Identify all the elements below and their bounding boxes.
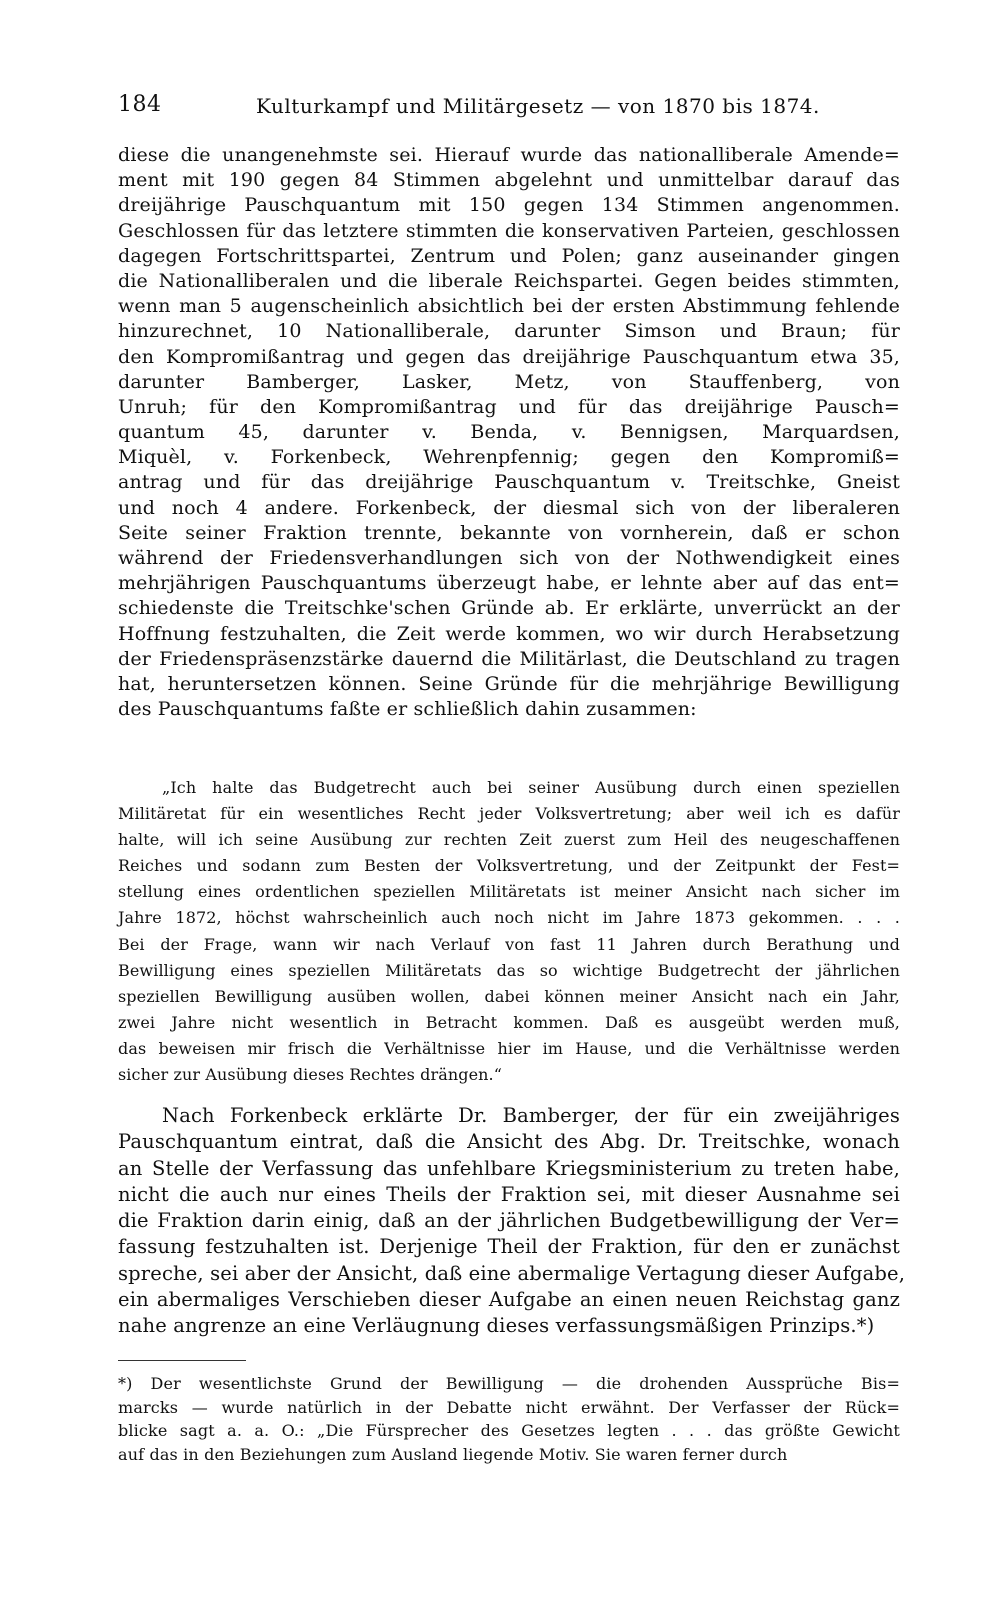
quote-text-line: speziellen Bewilligung ausüben wollen, dabei können meiner Ansicht nach ein Jahr,	[118, 986, 900, 1006]
paragraph-main	[118, 143, 900, 722]
body-text-line: und noch 4 andere. Forkenbeck, der diesmal sich von der liberaleren	[118, 496, 900, 519]
quote-text-line: „Ich halte das Budgetrecht auch bei seiner Ausübung durch einen speziellen	[162, 778, 900, 797]
body-text-line: Hoffnung festzuhalten, die Zeit werde kommen, wo wir durch Herabsetzung	[118, 622, 900, 645]
footnote-rule	[118, 1360, 246, 1361]
body-text-line: spreche, sei aber der Ansicht, daß eine abermalige Vertagung dieser Aufgabe,	[118, 1261, 906, 1285]
body-text-line: fassung festzuhalten ist. Derjenige Theil der Fraktion, für den er zunächst	[118, 1235, 900, 1259]
body-text-line: der Friedenspräsenzstärke dauernd die Militärlast, die Deutschland zu tragen	[118, 647, 900, 670]
body-text-line: Geschlossen für das letztere stimmten die konservativen Parteien, geschlossen	[118, 219, 900, 242]
footnote-text-line: *) Der wesentlichste Grund der Bewilligung — die drohenden Aussprüche Bis=	[118, 1374, 900, 1393]
quote-text-line: Bei der Frage, wann wir nach Verlauf von fast 11 Jahren durch Berathung und	[118, 934, 900, 954]
quote-text-line: halte, will ich seine Ausübung zur rechten Zeit zuerst zum Heil des neugeschaffenen	[118, 830, 900, 850]
body-text-line: die Nationalliberalen und die liberale Reichspartei. Gegen beides stimmten,	[118, 269, 900, 292]
body-text-line: diese die unangenehmste sei. Hierauf wurde das nationalliberale Amende=	[118, 144, 900, 166]
page-number: 184	[118, 92, 162, 117]
body-text-line: dreijährige Pauschquantum mit 150 gegen 134 Stimmen angenommen.	[118, 194, 900, 217]
body-text-line: Miquèl, v. Forkenbeck, Wehrenpfennig; gegen den Kompromiß=	[118, 446, 900, 469]
body-text-line: hat, heruntersetzen können. Seine Gründe für die mehrjährige Bewilligung	[118, 672, 900, 695]
body-text-line: quantum 45, darunter v. Benda, v. Bennigsen, Marquardsen,	[118, 421, 900, 444]
footnote-text-line: marcks — wurde natürlich in der Debatte nicht erwähnt. Der Verfasser der Rück=	[118, 1397, 900, 1417]
body-text-line: Nach Forkenbeck erklärte Dr. Bamberger, der für ein zweijähriges	[162, 1104, 900, 1127]
body-text-line: des Pauschquantums faßte er schließlich dahin zusammen:	[118, 698, 697, 721]
body-text-line: ment mit 190 gegen 84 Stimmen abgelehnt und unmittelbar darauf das	[118, 169, 900, 192]
paragraph-second	[118, 1103, 906, 1340]
body-text-line: hinzurechnet, 10 Nationalliberale, darunter Simson und Braun; für	[118, 320, 900, 343]
body-text-line: darunter Bamberger, Lasker, Metz, von Stauffenberg, von	[118, 370, 900, 393]
quote-text-line: Jahre 1872, höchst wahrscheinlich auch noch nicht im Jahre 1873 gekommen. . . .	[118, 908, 900, 928]
quote-text-line: Reiches und sodann zum Besten der Volksvertretung, und der Zeitpunkt der Fest=	[118, 856, 900, 876]
body-text-line: nahe angrenze an eine Verläugnung dieses verfassungsmäßigen Prinzips.*)	[118, 1314, 875, 1338]
body-text-line: während der Friedensverhandlungen sich von der Nothwendigkeit eines	[118, 547, 900, 569]
footnote-text-line: blicke sagt a. a. O.: „Die Fürsprecher des Gesetzes legten . . . das größte Gewicht	[118, 1421, 900, 1440]
body-text-line: Seite seiner Fraktion trennte, bekannte von vornherein, daß er schon	[118, 521, 900, 544]
body-text-line: Unruh; für den Kompromißantrag und für das dreijährige Pausch=	[118, 395, 900, 418]
body-text-line: Pauschquantum eintrat, daß die Ansicht des Abg. Dr. Treitschke, wonach	[118, 1130, 900, 1154]
body-text-line: wenn man 5 augenscheinlich absichtlich bei der ersten Abstimmung fehlende	[118, 295, 900, 318]
body-text-line: nicht die auch nur eines Theils der Fraktion sei, mit dieser Ausnahme sei	[118, 1182, 900, 1206]
body-text-line: ein abermaliges Verschieben dieser Aufgabe an einen neuen Reichstag ganz	[118, 1288, 900, 1312]
quote-text-line: das beweisen mir frisch die Verhältnisse hier im Hause, und die Verhältnisse werden	[118, 1038, 900, 1058]
quote-text-line: Bewilligung eines speziellen Militäretats das so wichtige Budgetrecht der jährlichen	[118, 960, 900, 980]
body-text-line: den Kompromißantrag und gegen das dreijährige Pauschquantum etwa 35,	[118, 345, 900, 368]
body-text-line: schiedenste die Treitschke'schen Gründe ab. Er erklärte, unverrückt an der	[118, 597, 900, 620]
footnote-text-line: auf das in den Beziehungen zum Ausland liegende Motiv. Sie waren ferner durch	[118, 1444, 788, 1464]
block-quote	[118, 775, 900, 1088]
quote-text-line: stellung eines ordentlichen speziellen Militäretats ist meiner Ansicht nach sicher im	[118, 882, 900, 902]
body-text-line: antrag und für das dreijährige Pauschquantum v. Treitschke, Gneist	[118, 471, 900, 494]
quote-text-line: Militäretat für ein wesentliches Recht jeder Volksvertretung; aber weil ich es dafür	[118, 804, 900, 824]
quote-text-line: sicher zur Ausübung dieses Rechtes drängen.“	[118, 1065, 503, 1085]
footnote	[118, 1372, 900, 1466]
running-title: Kulturkampf und Militärgesetz — von 1870 bis 1874.	[256, 94, 820, 118]
body-text-line: die Fraktion darin einig, daß an der jährlichen Budgetbewilligung der Ver=	[118, 1209, 900, 1233]
body-text-line: dagegen Fortschrittspartei, Zentrum und Polen; ganz auseinander gingen	[118, 244, 900, 267]
body-text-line: an Stelle der Verfassung das unfehlbare Kriegsministerium zu treten habe,	[118, 1156, 900, 1180]
body-text-line: mehrjährigen Pauschquantums überzeugt habe, er lehnte aber auf das ent=	[118, 572, 900, 595]
quote-text-line: zwei Jahre nicht wesentlich in Betracht kommen. Daß es ausgeübt werden muß,	[118, 1012, 900, 1032]
